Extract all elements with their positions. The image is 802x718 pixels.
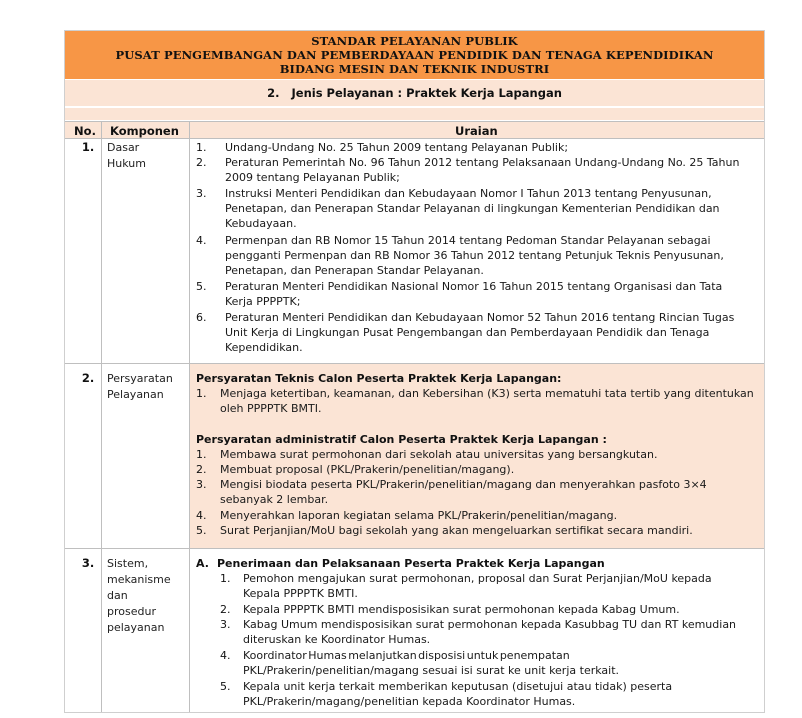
service-number: 2. [267,86,280,100]
row-1-item-text: pengganti Permenpan dan RB Nomor 36 Tahun 2012 tentang Petunjuk Teknis Penyusunan, [225,249,724,262]
row-2-item-text: Membuat proposal (PKL/Prakerin/penelitian/magang). [220,463,515,476]
column-header-no: No. [74,124,96,138]
row-3-section-letter: A. [196,557,209,570]
row-1-item-text: Peraturan Pemerintah No. 96 Tahun 2012 tentang Pelaksanaan Undang-Undang No. 25 Tahun [225,156,740,169]
row-3-item-text: Kepala PPPPTK BMTI. [243,587,358,600]
row-2-item-text: oleh PPPPTK BMTI. [220,402,322,415]
row-1-item-text: Undang-Undang No. 25 Tahun 2009 tentang Pelayanan Publik; [225,141,569,154]
row-3-item-number: 3. [220,618,231,631]
komponen-line: dan [107,589,128,602]
row-2-teknis-title: Persyaratan Teknis Calon Peserta Praktek Kerja Lapangan: [196,372,562,385]
header-line-3: BIDANG MESIN DAN TEKNIK INDUSTRI [279,62,550,76]
service-title-text: Jenis Pelayanan : Praktek Kerja Lapangan [291,86,562,100]
row-1-item-text: Peraturan Menteri Pendidikan dan Kebudayaan Nomor 52 Tahun 2016 tentang Rincian Tugas [225,311,735,324]
komponen-line: Persyaratan [107,372,173,385]
row-2-item-text: Mengisi biodata peserta PKL/Prakerin/penelitian/magang dan menyerahkan pasfoto 3×4 [220,478,707,491]
row-1-number: 1. [81,140,95,154]
row-3-item-number: 2. [220,603,231,616]
row-1-item-text: Kebudayaan. [225,217,297,230]
header-line-2: PUSAT PENGEMBANGAN DAN PEMBERDAYAAN PENDIDIK DAN TENAGA KEPENDIDIKAN [115,48,714,62]
row-1-item-text: Unit Kerja di Lingkungan Pusat Pengembangan dan Pemberdayaan Pendidik dan Tenaga [225,326,710,339]
row-2-item-text: Membawa surat permohonan dari sekolah atau universitas yang bersangkutan. [220,448,658,461]
row-3-section-title: Penerimaan dan Pelaksanaan Peserta Praktek Kerja Lapangan [217,557,605,570]
row-1-item-number: 4. [196,234,207,247]
row-2-item-text: Menyerahkan laporan kegiatan selama PKL/Prakerin/penelitian/magang. [220,509,618,522]
komponen-line: Hukum [107,157,146,170]
row-1-item-number: 2. [196,156,207,169]
komponen-line: Sistem, [107,557,149,570]
row-2-item-number: 1. [196,387,207,400]
row-1-item-number: 1. [196,141,207,154]
row-2-item-text: Menjaga ketertiban, keamanan, dan Kebersihan (K3) serta mematuhi tata tertib yang ditentukan [220,387,754,400]
row-3-item-text: Koordinator Humas melanjutkan disposisi untuk penempatan [243,649,570,662]
row-2-admin-title: Persyaratan administratif Calon Peserta Praktek Kerja Lapangan : [196,433,607,446]
row-3-item-text: PKL/Prakerin/magang/penelitian kepada Koordinator Humas. [243,695,576,708]
column-header-komponen: Komponen [110,124,179,138]
row-3-item-text: Kepala PPPPTK BMTI mendisposisikan surat permohonan kepada Kabag Umum. [243,603,680,616]
row-1-item-text: 2009 tentang Pelayanan Publik; [225,171,400,184]
row-1-item-number: 6. [196,311,207,324]
row-1-item-number: 5. [196,280,207,293]
row-2-item-number: 1. [196,448,207,461]
row-2-item-text: sebanyak 2 lembar. [220,493,329,506]
row-1-item-text: Peraturan Menteri Pendidikan Nasional Nomor 16 Tahun 2015 tentang Organisasi dan Tata [225,280,723,293]
row-3-item-text: PKL/Prakerin/penelitian/magang sesuai isi surat ke unit kerja terkait. [243,664,620,677]
komponen-line: mekanisme [107,573,171,586]
row-3-item-number: 1. [220,572,231,585]
komponen-line: Pelayanan [107,388,164,401]
row-1-item-text: Penetapan, dan Penerapan Standar Pelayanan di lingkungan Kementerian Pendidikan dan [225,202,720,215]
row-3-item-text: Kepala unit kerja terkait memberikan keputusan (disetujui atau tidak) peserta [243,680,673,693]
row-2-item-number: 4. [196,509,207,522]
komponen-line: Dasar [107,141,140,154]
komponen-line: pelayanan [107,621,165,634]
row-3-item-text: diteruskan ke Koordinator Humas. [243,633,431,646]
row-1-item-text: Penetapan, dan Penerapan Standar Pelayanan. [225,264,484,277]
document-frame [64,30,765,713]
row-2-number: 2. [81,371,95,385]
row-1-item-text: Kerja PPPPTK; [225,295,301,308]
row-3-item-number: 4. [220,649,231,662]
row-3-item-text: Pemohon mengajukan surat permohonan, proposal dan Surat Perjanjian/MoU kepada [243,572,712,585]
row-3-item-number: 5. [220,680,231,693]
row-3-number: 3. [81,556,95,570]
row-2-item-number: 2. [196,463,207,476]
row-2-item-text: Surat Perjanjian/MoU bagi sekolah yang akan mengeluarkan sertifikat secara mandiri. [220,524,693,537]
row-1-item-number: 3. [196,187,207,200]
row-2-item-number: 3. [196,478,207,491]
row-1-item-text: Permenpan dan RB Nomor 15 Tahun 2014 tentang Pedoman Standar Pelayanan sebagai [225,234,711,247]
column-header-uraian: Uraian [455,124,498,138]
row-3-item-text: Kabag Umum mendisposisikan surat permohonan kepada Kasubbag TU dan RT kemudian [243,618,737,631]
row-1-item-text: Instruksi Menteri Pendidikan dan Kebudayaan Nomor I Tahun 2013 tentang Penyusunan, [225,187,712,200]
komponen-line: prosedur [107,605,156,618]
row-1-item-text: Kependidikan. [225,341,303,354]
row-2-item-number: 5. [196,524,207,537]
header-line-1: STANDAR PELAYANAN PUBLIK [311,34,518,48]
